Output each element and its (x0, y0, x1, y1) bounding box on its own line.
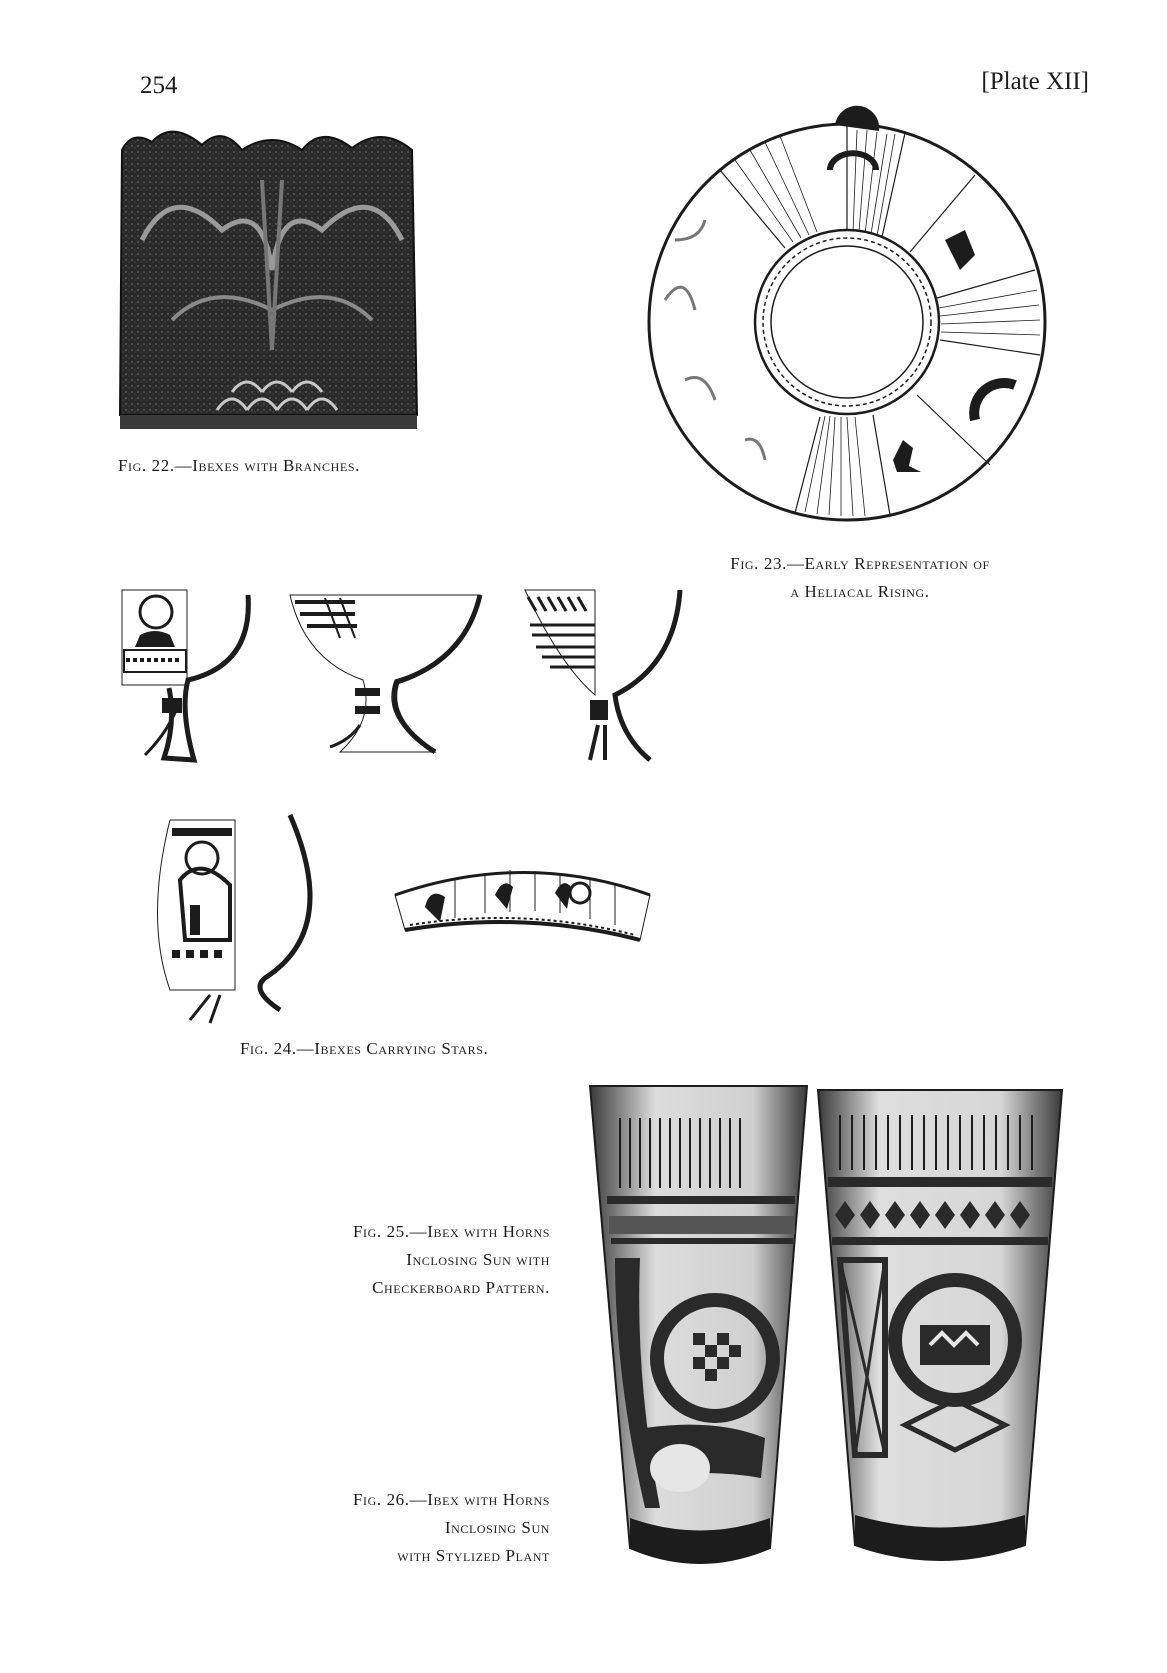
fig26-caption-line3: with Stylized Plant (397, 1546, 550, 1565)
fig23-image (645, 120, 1050, 525)
fig23-caption-line2: a Heliacal Rising. (790, 582, 930, 601)
fig24-caption: Fig. 24.—Ibexes Carrying Stars. (240, 1039, 489, 1058)
fig25-label: Fig. 25 (655, 1538, 698, 1553)
fig25-caption-line2: Inclosing Sun with (406, 1250, 550, 1269)
fig25-caption-line1: Fig. 25.—Ibex with Horns (352, 1222, 550, 1241)
fig26-caption-line1: Fig. 26.—Ibex with Horns (352, 1490, 550, 1509)
fig24-goblet-2 (285, 590, 485, 765)
fig24-goblet-3 (520, 585, 690, 765)
fig26-label: Fig. 26 (918, 1535, 961, 1550)
fig24-vessel-4 (140, 810, 340, 1025)
fig22-caption: Fig. 22.—Ibexes with Branches. (118, 456, 360, 475)
fig24-goblet-1 (120, 590, 280, 770)
fig24-sherd-5 (385, 855, 665, 955)
fig22-image (112, 120, 432, 440)
page-number: 254 (140, 72, 178, 99)
fig25-caption-line3: Checkerboard Pattern. (372, 1278, 550, 1297)
fig26-caption-line2: Inclosing Sun (444, 1518, 550, 1537)
plate-label: [Plate XII] (981, 68, 1089, 95)
fig26-image (810, 1085, 1070, 1575)
fig25-image (585, 1078, 815, 1578)
fig23-caption-line1: Fig. 23.—Early Representation of (730, 554, 990, 573)
